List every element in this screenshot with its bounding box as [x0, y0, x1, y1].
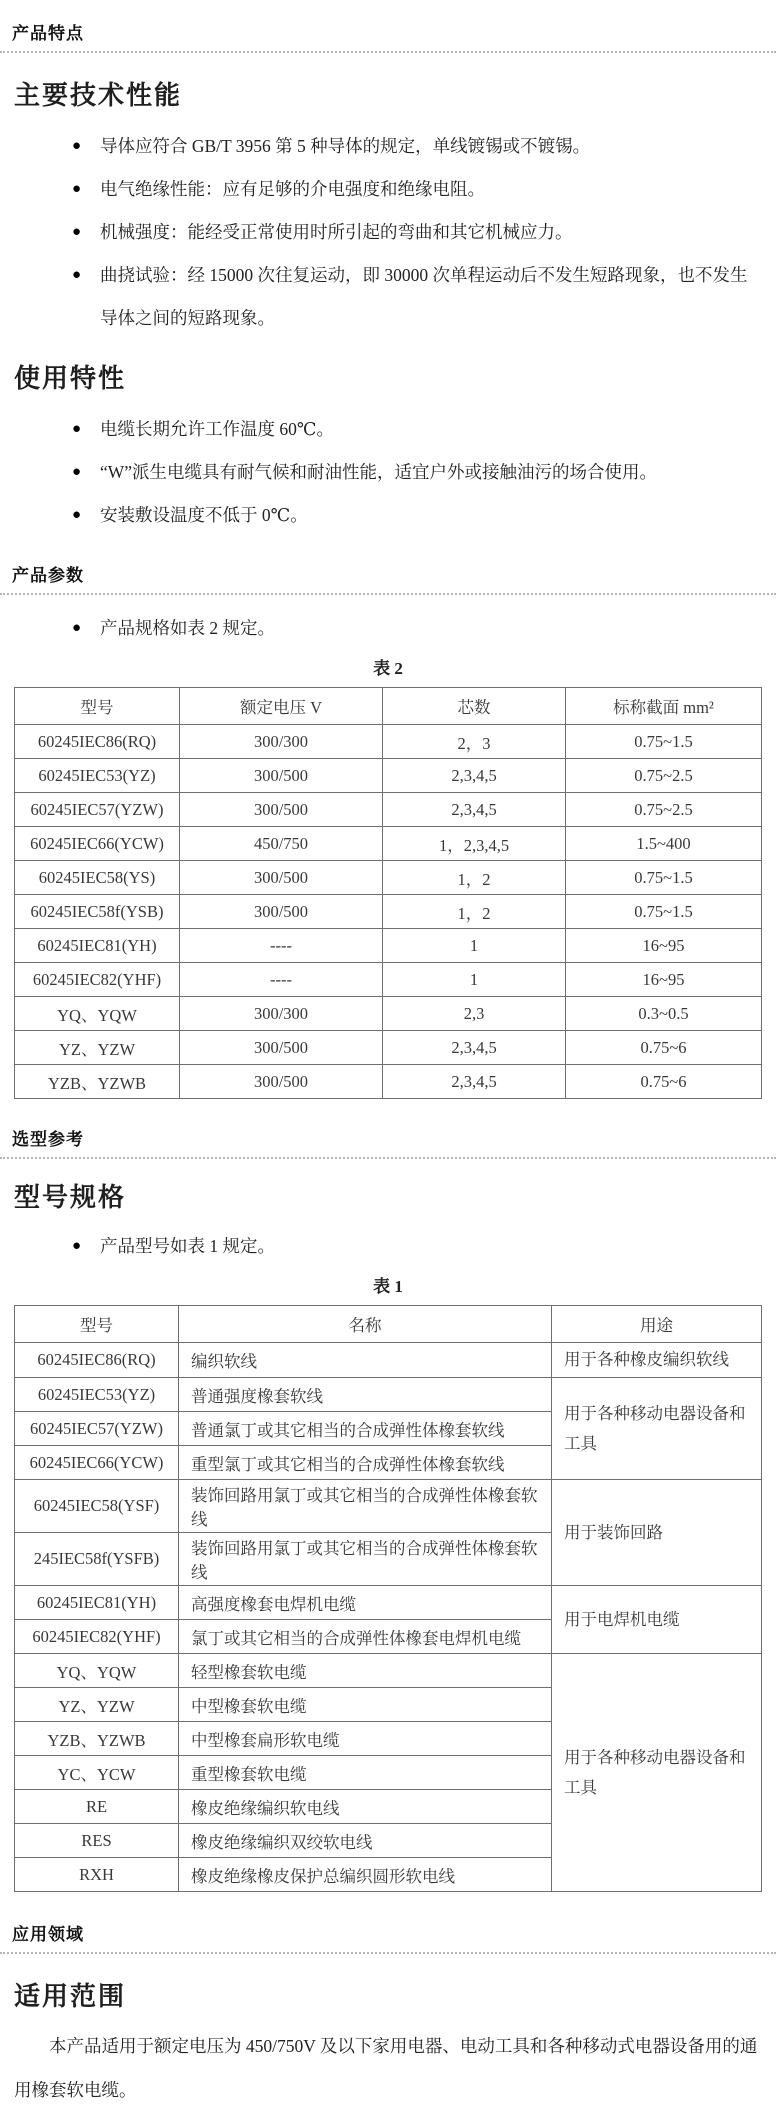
- selection-bullet-text: 产品型号如表 1 规定。: [100, 1236, 275, 1256]
- table-cell: 中型橡套扁形软电缆: [179, 1722, 552, 1756]
- table-row: [15, 997, 762, 1031]
- table-header-cell: 芯数: [383, 688, 566, 725]
- table-cell: 装饰回路用氯丁或其它相当的合成弹性体橡套软线: [179, 1480, 552, 1533]
- table-cell: 300/500: [180, 1031, 383, 1065]
- table-row: [15, 1378, 762, 1412]
- params-bullet-text: 产品规格如表 2 规定。: [100, 618, 275, 638]
- table-row: [15, 1031, 762, 1065]
- table-cell: 轻型橡套软电缆: [179, 1654, 552, 1688]
- table-cell: 橡皮绝缘编织双绞软电线: [179, 1824, 552, 1858]
- table-cell: 橡皮绝缘编织软电线: [179, 1790, 552, 1824]
- table-row: [15, 1586, 762, 1620]
- table-cell: 1，2: [383, 861, 566, 895]
- table-row: [15, 929, 762, 963]
- bullet-item: [0, 168, 776, 211]
- section-badge-selection: 选型参考: [12, 1130, 84, 1149]
- table-cell: 300/500: [180, 759, 383, 793]
- tech-performance-heading: 主要技术性能: [14, 80, 183, 110]
- table-cell: 60245IEC58(YS): [15, 861, 180, 895]
- table-header-row: [15, 1306, 762, 1343]
- table-cell: 2,3: [383, 997, 566, 1031]
- table-cell: 16~95: [566, 929, 762, 963]
- section-badge-features: 产品特点: [12, 24, 84, 43]
- bullet-icon: ●: [72, 224, 82, 240]
- tech-bullet-list: [0, 125, 776, 340]
- table-cell: 60245IEC66(YCW): [15, 827, 180, 861]
- table-cell: 60245IEC81(YH): [15, 1586, 179, 1620]
- table-2-specs: [14, 687, 762, 1099]
- table-cell: 60245IEC86(RQ): [15, 1343, 179, 1378]
- table-cell: 60245IEC58f(YSB): [15, 895, 180, 929]
- table-cell: 装饰回路用氯丁或其它相当的合成弹性体橡套软线: [179, 1533, 552, 1586]
- application-paragraph: 本产品适用于额定电压为 450/750V 及以下家用电器、电动工具和各种移动式电器设备用的通用橡套软电缆。: [14, 2036, 758, 2100]
- table-cell: 普通强度橡套软线: [179, 1378, 552, 1412]
- bullet-item: [0, 408, 776, 451]
- table-cell: 0.75~2.5: [566, 759, 762, 793]
- table-row: [15, 827, 762, 861]
- table-row: [15, 725, 762, 759]
- bullet-icon: ●: [72, 620, 82, 636]
- bullet-text: 电气绝缘性能：应有足够的介电强度和绝缘电阻。: [100, 179, 485, 199]
- table-cell: 60245IEC66(YCW): [15, 1446, 179, 1480]
- table-header-cell: 额定电压 V: [180, 688, 383, 725]
- bottom-spacer: [0, 2112, 776, 2126]
- table-cell: 1，2,3,4,5: [383, 827, 566, 861]
- table-header-cell: 型号: [15, 688, 180, 725]
- section-header-params: [0, 561, 776, 595]
- table-cell: 0.3~0.5: [566, 997, 762, 1031]
- table-cell: 重型氯丁或其它相当的合成弹性体橡套软线: [179, 1446, 552, 1480]
- table-row: [15, 1343, 762, 1378]
- table-cell: YZB、YZWB: [15, 1722, 179, 1756]
- table-cell: 0.75~1.5: [566, 725, 762, 759]
- table-row: [15, 1480, 762, 1533]
- table-cell: YQ、YQW: [15, 1654, 179, 1688]
- table-cell: 0.75~1.5: [566, 861, 762, 895]
- table-header-row: [15, 688, 762, 725]
- table-cell: RES: [15, 1824, 179, 1858]
- table2-caption: 表 2: [373, 659, 403, 678]
- table-cell: YC、YCW: [15, 1756, 179, 1790]
- table-cell: 300/500: [180, 861, 383, 895]
- table-cell: YZ、YZW: [15, 1688, 179, 1722]
- table-row: [15, 895, 762, 929]
- table-cell: 橡皮绝缘橡皮保护总编织圆形软电线: [179, 1858, 552, 1892]
- table-cell: 60245IEC58(YSF): [15, 1480, 179, 1533]
- params-bullet: [0, 607, 776, 650]
- table-1-models: [14, 1305, 762, 1892]
- table-cell: 0.75~6: [566, 1031, 762, 1065]
- table-row: [15, 963, 762, 997]
- table-cell: 2，3: [383, 725, 566, 759]
- table-cell: YZB、YZWB: [15, 1065, 180, 1099]
- table-cell: 300/500: [180, 895, 383, 929]
- table-row: [15, 793, 762, 827]
- table-cell: 60245IEC57(YZW): [15, 793, 180, 827]
- table-cell: 用于各种橡皮编织软线: [552, 1343, 762, 1378]
- bullet-icon: ●: [72, 507, 82, 523]
- usage-characteristics-heading: 使用特性: [14, 363, 127, 393]
- table-cell: 用于各种移动电器设备和工具: [552, 1378, 762, 1480]
- bullet-item: [0, 451, 776, 494]
- section-badge-application: 应用领域: [12, 1925, 84, 1944]
- bullet-item: [0, 494, 776, 537]
- table-row: [15, 1065, 762, 1099]
- table-cell: 0.75~1.5: [566, 895, 762, 929]
- table-cell: ----: [180, 963, 383, 997]
- table-row: [15, 1654, 762, 1688]
- bullet-icon: ●: [72, 1238, 82, 1254]
- bullet-icon: ●: [72, 267, 82, 283]
- bullet-text: “W”派生电缆具有耐气候和耐油性能，适宜户外或接触油污的场合使用。: [100, 462, 658, 482]
- bullet-text: 安装敷设温度不低于 0℃。: [100, 505, 308, 525]
- table-header-cell: 用途: [552, 1306, 762, 1343]
- table-cell: 氯丁或其它相当的合成弹性体橡套电焊机电缆: [179, 1620, 552, 1654]
- table-cell: 2,3,4,5: [383, 1031, 566, 1065]
- bullet-text: 机械强度：能经受正常使用时所引起的弯曲和其它机械应力。: [100, 222, 573, 242]
- table-cell: 60245IEC82(YHF): [15, 1620, 179, 1654]
- table-cell: 450/750: [180, 827, 383, 861]
- bullet-text: 电缆长期允许工作温度 60℃。: [100, 419, 334, 439]
- table-cell: 300/500: [180, 793, 383, 827]
- bullet-icon: ●: [72, 181, 82, 197]
- table1-caption: 表 1: [373, 1277, 403, 1296]
- model-spec-heading: 型号规格: [14, 1182, 127, 1212]
- section-badge-params: 产品参数: [12, 566, 84, 585]
- bullet-icon: ●: [72, 138, 82, 154]
- table-cell: 300/300: [180, 997, 383, 1031]
- selection-bullet: [0, 1225, 776, 1268]
- table-cell: 1: [383, 963, 566, 997]
- table-row: [15, 759, 762, 793]
- table-cell: 0.75~2.5: [566, 793, 762, 827]
- table-cell: 用于各种移动电器设备和工具: [552, 1654, 762, 1892]
- table-cell: YQ、YQW: [15, 997, 180, 1031]
- table-cell: 60245IEC81(YH): [15, 929, 180, 963]
- table-cell: 1: [383, 929, 566, 963]
- bullet-text: 曲挠试验：经 15000 次往复运动，即 30000 次单程运动后不发生短路现象，也不发生导体之间的短路现象。: [100, 265, 748, 328]
- application-scope-heading: 适用范围: [14, 1981, 127, 2011]
- table-header-cell: 名称: [179, 1306, 552, 1343]
- usage-bullet-list: [0, 408, 776, 537]
- bullet-item: [0, 254, 776, 340]
- table-cell: 60245IEC53(YZ): [15, 759, 180, 793]
- bullet-icon: ●: [72, 421, 82, 437]
- table-cell: 60245IEC86(RQ): [15, 725, 180, 759]
- table-cell: 245IEC58f(YSFB): [15, 1533, 179, 1586]
- table-cell: 用于电焊机电缆: [552, 1586, 762, 1654]
- table-cell: ----: [180, 929, 383, 963]
- table-header-cell: 标称截面 mm²: [566, 688, 762, 725]
- table-cell: 2,3,4,5: [383, 793, 566, 827]
- bullet-item: [0, 211, 776, 254]
- table-cell: 0.75~6: [566, 1065, 762, 1099]
- table-cell: 300/500: [180, 1065, 383, 1099]
- table-cell: 高强度橡套电焊机电缆: [179, 1586, 552, 1620]
- section-header-features: [0, 0, 776, 53]
- table-cell: 2,3,4,5: [383, 1065, 566, 1099]
- table-cell: 1，2: [383, 895, 566, 929]
- table-cell: 60245IEC82(YHF): [15, 963, 180, 997]
- table-header-cell: 型号: [15, 1306, 179, 1343]
- table-cell: 16~95: [566, 963, 762, 997]
- table-cell: RE: [15, 1790, 179, 1824]
- table-cell: 编织软线: [179, 1343, 552, 1378]
- table-cell: RXH: [15, 1858, 179, 1892]
- table-cell: 普通氯丁或其它相当的合成弹性体橡套软线: [179, 1412, 552, 1446]
- table-cell: 60245IEC57(YZW): [15, 1412, 179, 1446]
- table-cell: 中型橡套软电缆: [179, 1688, 552, 1722]
- table-cell: 300/300: [180, 725, 383, 759]
- bullet-text: 导体应符合 GB/T 3956 第 5 种导体的规定，单线镀锡或不镀锡。: [100, 136, 591, 156]
- table-cell: 1.5~400: [566, 827, 762, 861]
- table-cell: 用于装饰回路: [552, 1480, 762, 1586]
- table-row: [15, 861, 762, 895]
- table-cell: 2,3,4,5: [383, 759, 566, 793]
- table-cell: YZ、YZW: [15, 1031, 180, 1065]
- table-cell: 60245IEC53(YZ): [15, 1378, 179, 1412]
- bullet-icon: ●: [72, 464, 82, 480]
- table-cell: 重型橡套软电缆: [179, 1756, 552, 1790]
- bullet-item: [0, 125, 776, 168]
- section-header-selection: [0, 1125, 776, 1159]
